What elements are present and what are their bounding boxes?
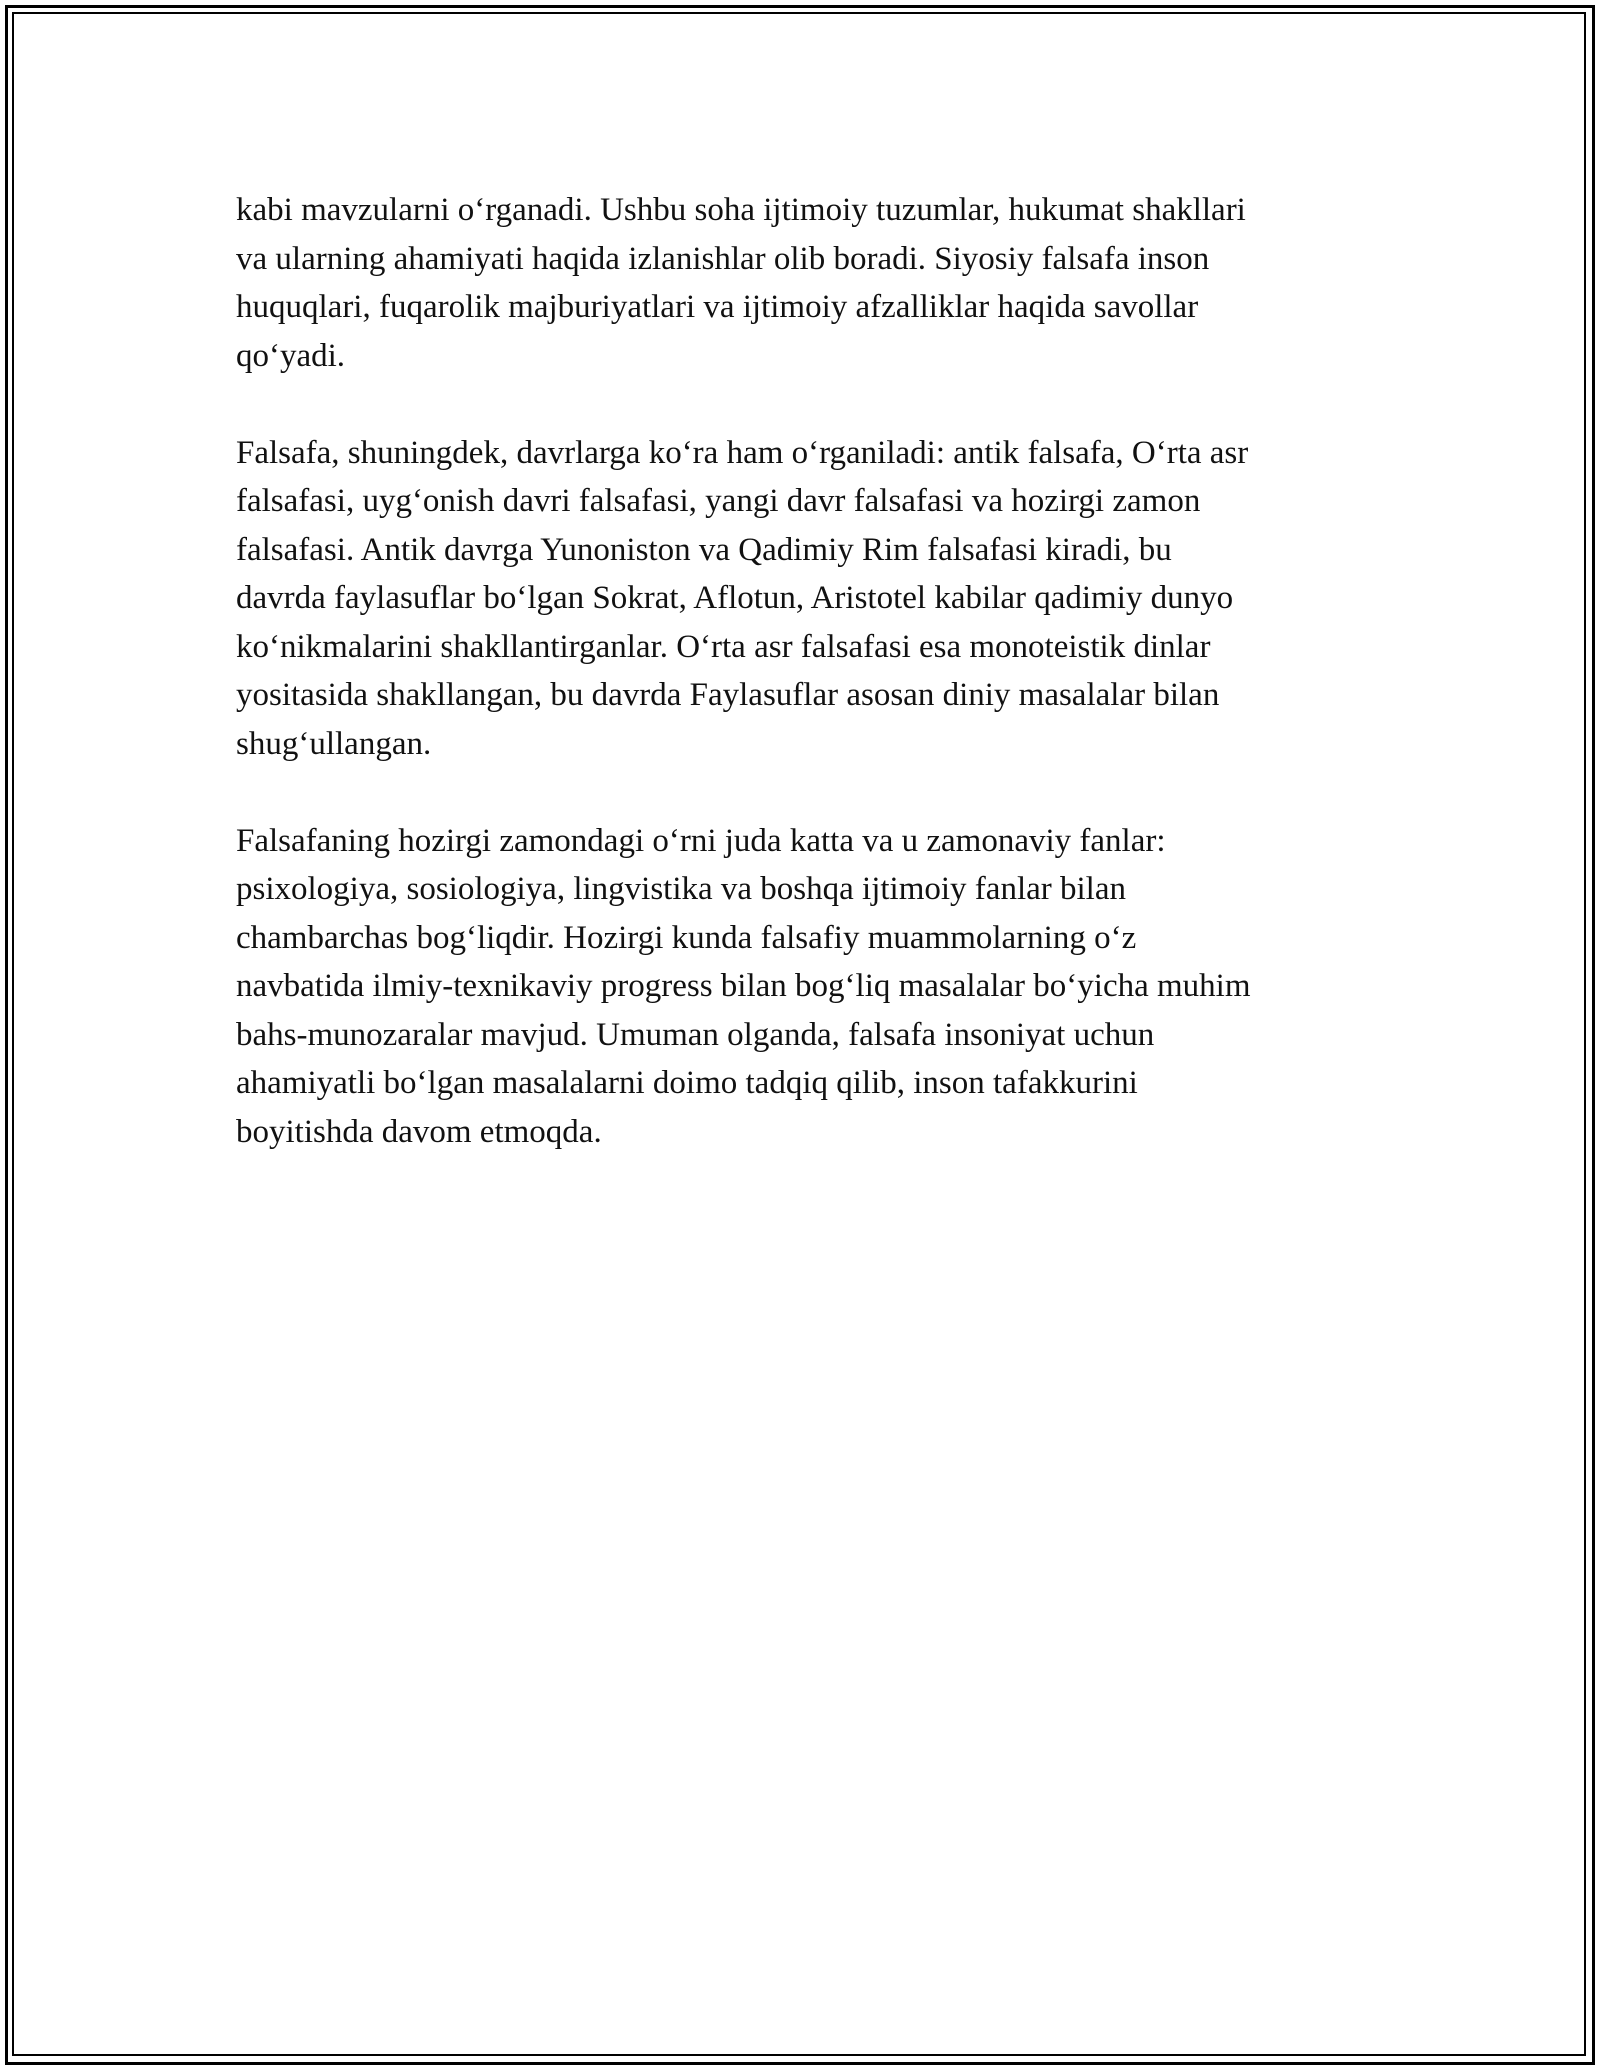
document-body (236, 186, 1376, 1156)
paragraph-political-philosophy: kabi mavzularni o‘rganadi. Ushbu soha ijtimoiy tuzumlar, hukumat shakllari va ularning ahamiyati haqida izlanishlar olib boradi. Siyosiy falsafa inson huquqlari, fuqarolik majburiyatlari va ijtimoiy afzalliklar haqida savollar qo‘yadi. (236, 192, 1246, 374)
paragraph-modern-role: Falsafaning hozirgi zamondagi o‘rni juda katta va u zamonaviy fanlar: psixologiya, sosiologiya, lingvistika va boshqa ijtimoiy fanlar bilan chambarchas bog‘liqdir. Hozirgi kunda falsafiy muammolarning o‘z navbatida ilmiy-texnikaviy progress bilan bog‘liq masalalar bo‘yicha muhim bahs-munozaralar mavjud. Umuman olganda, falsafa insoniyat uchun ahamiyatli bo‘lgan masalalarni doimo tadqiq qilib, inson tafakkurini boyitishda davom etmoqda. (236, 822, 1251, 1150)
paragraph-historical-periods: Falsafa, shuningdek, davrlarga ko‘ra ham o‘rganiladi: antik falsafa, O‘rta asr falsafasi, uyg‘onish davri falsafasi, yangi davr falsafasi va hozirgi zamon falsafasi. Antik davrga Yunoniston va Qadimiy Rim falsafasi kiradi, bu davrda faylasuflar bo‘lgan Sokrat, Aflotun, Aristotel kabilar qadimiy dunyo ko‘nikmalarini shakllantirganlar. O‘rta asr falsafasi esa monoteistik dinlar yositasida shakllangan, bu davrda Faylasuflar asosan diniy masalalar bilan shug‘ullangan. (236, 434, 1249, 762)
